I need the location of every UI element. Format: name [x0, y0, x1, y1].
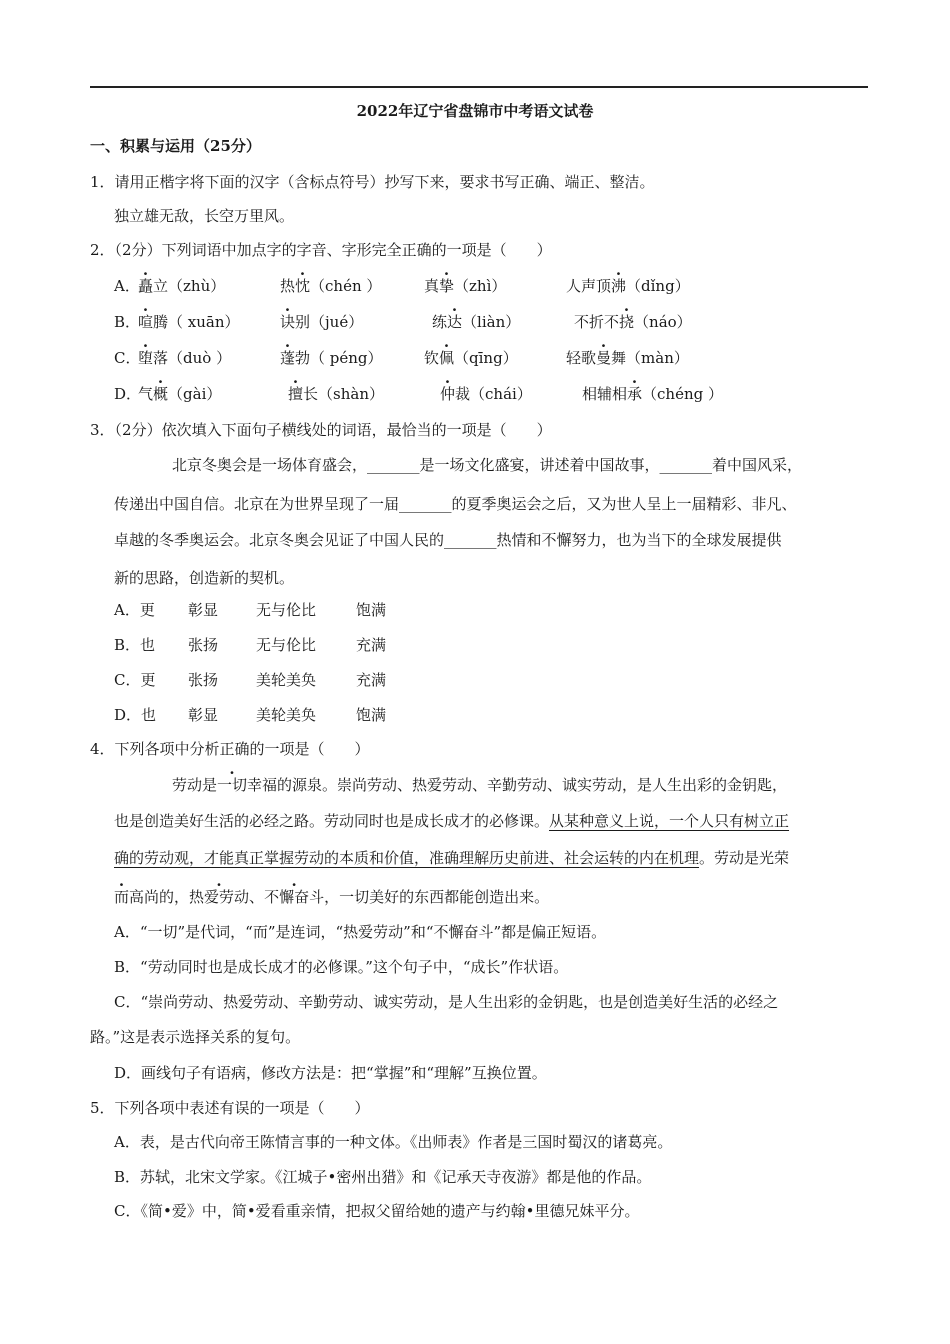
- q2-a-word1: 矗立（zhù）: [138, 277, 226, 295]
- dotted-char: 达: [447, 313, 463, 331]
- q4-option-b[interactable]: B．“劳动同时也是成长成才的必修课。”这个句子中，“成长”作状语。: [114, 958, 569, 976]
- q3-passage-line: 传递出中国自信。北京在为世界呈现了一届_______的夏季奥运会之后，又为世人呈上一届精彩、非凡、: [114, 495, 797, 513]
- option-label: D．: [114, 385, 142, 403]
- q2-d-word1: 气概（gài）: [138, 385, 222, 403]
- option-label: B．: [114, 313, 141, 331]
- dotted-char: 诀: [280, 313, 296, 331]
- q4-passage-line: 也是创造美好生活的必经之路。劳动同时也是成长成才的必修课。从某种意义上说，一个人只有树立正: [114, 812, 790, 830]
- q2-a-word2: 热忱（chén ）: [280, 277, 382, 295]
- dotted-phrase: 不懈奋斗: [264, 888, 325, 906]
- dotted-char: 忱: [295, 277, 311, 295]
- q4-passage-line: 而高尚的，热爱劳动、不懈奋斗，一切美好的东西都能创造出来。: [114, 888, 550, 906]
- q2-b-word1: 喧腾（ xuān）: [138, 313, 240, 331]
- q2-option-b[interactable]: [114, 312, 140, 332]
- exam-title: 2022年辽宁省盘锦市中考语文试卷: [356, 102, 594, 120]
- dotted-phrase: 热爱劳动: [189, 888, 250, 906]
- q1-stem: 1．请用正楷字将下面的汉字（含标点符号）抄写下来，要求书写正确、端正、整洁。: [90, 173, 655, 191]
- dotted-phrase: 一切: [217, 776, 248, 794]
- underlined-sentence: 确的劳动观，才能真正掌握劳动的本质和价值，准确理解历史前进、社会运转的内在机理: [114, 849, 700, 867]
- q4-passage-line: 确的劳动观，才能真正掌握劳动的本质和价值，准确理解历史前进、社会运转的内在机理。劳动是光荣: [114, 849, 790, 867]
- dotted-char: 曼: [596, 349, 612, 367]
- q2-c-word3: 钦佩（qīng）: [424, 349, 518, 367]
- dotted-phrase: 而: [114, 888, 130, 906]
- dotted-char: 挠: [619, 313, 635, 331]
- option-label: A．: [114, 277, 140, 295]
- q2-stem: 2．（2分）下列词语中加点字的字音、字形完全正确的一项是（ ）: [90, 241, 552, 259]
- dotted-char: 堕: [138, 349, 154, 367]
- q3-passage-line: 北京冬奥会是一场体育盛会，_______是一场文化盛宴，讲述着中国故事，_______着中国风采，: [172, 456, 803, 474]
- dotted-char: 仲: [440, 385, 456, 403]
- dotted-char: 概: [153, 385, 169, 403]
- q3-passage-line: 新的思路，创造新的契机。: [114, 569, 295, 587]
- q2-a-word3: 真挚（zhì）: [424, 277, 507, 295]
- dotted-char: 擅: [288, 385, 304, 403]
- q2-c-word1: 堕落（duò ）: [138, 349, 232, 367]
- q5-option-b[interactable]: B．苏轼，北宋文学家。《江城子•密州出猎》和《记承天寺夜游》都是他的作品。: [114, 1168, 652, 1186]
- q2-c-word4: 轻歌曼舞（màn）: [566, 349, 689, 367]
- section-heading: 一、积累与运用（25分）: [90, 137, 261, 155]
- q2-c-word2: 蓬勃（ péng）: [280, 349, 383, 367]
- option-label: C．: [114, 349, 141, 367]
- q4-option-c-cont: 路。”这是表示选择关系的复句。: [90, 1028, 301, 1046]
- q2-b-word2: 诀别（jué）: [280, 313, 364, 331]
- exam-page: 2022年辽宁省盘锦市中考语文试卷 一、积累与运用（25分） 1．请用正楷字将下面的汉字（含标点符号）抄写下来，要求书写正确、端正、整洁。 独立雄无敌，长空万里风。 2．（2分）下列词语中加点字的字音、字形完全正确的一项是（ ） A． 矗立（zhù） 热忱（chén ） 真挚（zhì） 人声顶沸（dǐng） B． 喧腾（ xuān） 诀别（jué） 练达（liàn） 不折不挠（náo） C． 堕落（duò ） 蓬勃（ péng） 钦佩（qīng） 轻歌曼舞（màn） D． 气概（gài） 擅长（shàn） 仲裁（chái） 相辅相承（chéng ） 3．（2分）依次填入下面句子横线处的词语，最恰当的一项是（ ） 北京冬奥会是一场体育盛会，_______是一场文化盛宴，讲述着中国故事，_______着中国风采， 传递出中国自信。北京在为世界呈现了一届_______的夏季奥运会之后，又为世人呈上一届精彩、非凡、 卓越的冬季奥运会。北京冬奥会见证了中国人民的_______热情和不懈努力，也为当下的全球发展提供 新的思路，创造新的契机。 A．更 彰显 无与伦比 饱满 B．也 张扬 无与伦比 充满 C．更 张扬 美轮美奂 充满 D．也 彰显 美轮美奂 饱满 4．下列各项中分析正确的一项是（ ） 劳动是一切幸福的源泉。崇尚劳动、热爱劳动、辛勤劳动、诚实劳动，是人生出彩的金钥匙， 也是创造美好生活的必经之路。劳动同时也是成长成才的必修课。从某种意义上说，一个人只有树立正 确的劳动观，才能真正掌握劳动的本质和价值，准确理解历史前进、社会运转的内在机理。劳动是光荣 而高尚的，热爱劳动、不懈奋斗，一切美好的东西都能创造出来。 A．“一切”是代词，“而”是连词，“热爱劳动”和“不懈奋斗”都是偏正短语。 B．“劳动同时也是成长成才的必修课。”这个句子中，“成长”作状语。 C．“崇尚劳动、热爱劳动、辛勤劳动、诚实劳动，是人生出彩的金钥匙，也是创造美好生活的必经之 路。”这是表示选择关系的复句。 D．画线句子有语病，修改方法是：把“掌握”和“理解”互换位置。 5．下列各项中表述有误的一项是（ ） A．表，是古代向帝王陈情言事的一种文体。《出师表》作者是三国时蜀汉的诸葛亮。 B．苏轼，北宋文学家。《江城子•密州出猎》和《记承天寺夜游》都是他的作品。 C．《简•爱》中，简•爱看重亲情，把叔父留给她的遗产与约翰•里德兄妹平分。: [0, 0, 950, 1344]
- q2-d-word4: 相辅相承（chéng ）: [582, 385, 724, 403]
- q4-option-d[interactable]: D．画线句子有语病，修改方法是：把“掌握”和“理解”互换位置。: [114, 1064, 547, 1082]
- q4-passage-line: 劳动是一切幸福的源泉。崇尚劳动、热爱劳动、辛勤劳动、诚实劳动，是人生出彩的金钥匙，: [172, 776, 788, 794]
- q3-passage-line: 卓越的冬季奥运会。北京冬奥会见证了中国人民的_______热情和不懈努力，也为当下的全球发展提供: [114, 531, 782, 549]
- q4-option-c[interactable]: C．“崇尚劳动、热爱劳动、辛勤劳动、诚实劳动，是人生出彩的金钥匙，也是创造美好生活的必经之: [114, 993, 779, 1011]
- q2-option-c[interactable]: [114, 348, 140, 368]
- dotted-char: 矗: [138, 277, 154, 295]
- dotted-char: 佩: [439, 349, 455, 367]
- q2-a-word4: 人声顶沸（dǐng）: [566, 277, 690, 295]
- dotted-char: 沸: [611, 277, 627, 295]
- q2-b-word4: 不折不挠（náo）: [574, 313, 692, 331]
- dotted-char: 承: [627, 385, 643, 403]
- dotted-char: 挚: [439, 277, 455, 295]
- q2-option-a[interactable]: [114, 276, 140, 296]
- q5-option-c[interactable]: C．《简•爱》中，简•爱看重亲情，把叔父留给她的遗产与约翰•里德兄妹平分。: [114, 1202, 640, 1220]
- q2-option-d[interactable]: [114, 384, 141, 404]
- dotted-char: 蓬: [280, 349, 296, 367]
- q2-d-word3: 仲裁（chái）: [440, 385, 532, 403]
- q2-b-word3: 练达（liàn）: [432, 313, 521, 331]
- underlined-sentence: 从某种意义上说，一个人只有树立正: [549, 812, 790, 830]
- q5-option-a[interactable]: A．表，是古代向帝王陈情言事的一种文体。《出师表》作者是三国时蜀汉的诸葛亮。: [114, 1133, 673, 1151]
- dotted-char: 喧: [138, 313, 154, 331]
- q5-stem: 5．下列各项中表述有误的一项是（ ）: [90, 1099, 370, 1117]
- q2-d-word2: 擅长（shàn）: [288, 385, 384, 403]
- q1-text: 独立雄无敌，长空万里风。: [114, 207, 295, 225]
- q3-stem: 3．（2分）依次填入下面句子横线处的词语，最恰当的一项是（ ）: [90, 421, 552, 439]
- q4-stem: 4．下列各项中分析正确的一项是（ ）: [90, 740, 370, 758]
- q4-option-a[interactable]: A．“一切”是代词，“而”是连词，“热爱劳动”和“不懈奋斗”都是偏正短语。: [114, 923, 607, 941]
- header-rule: [90, 86, 868, 88]
